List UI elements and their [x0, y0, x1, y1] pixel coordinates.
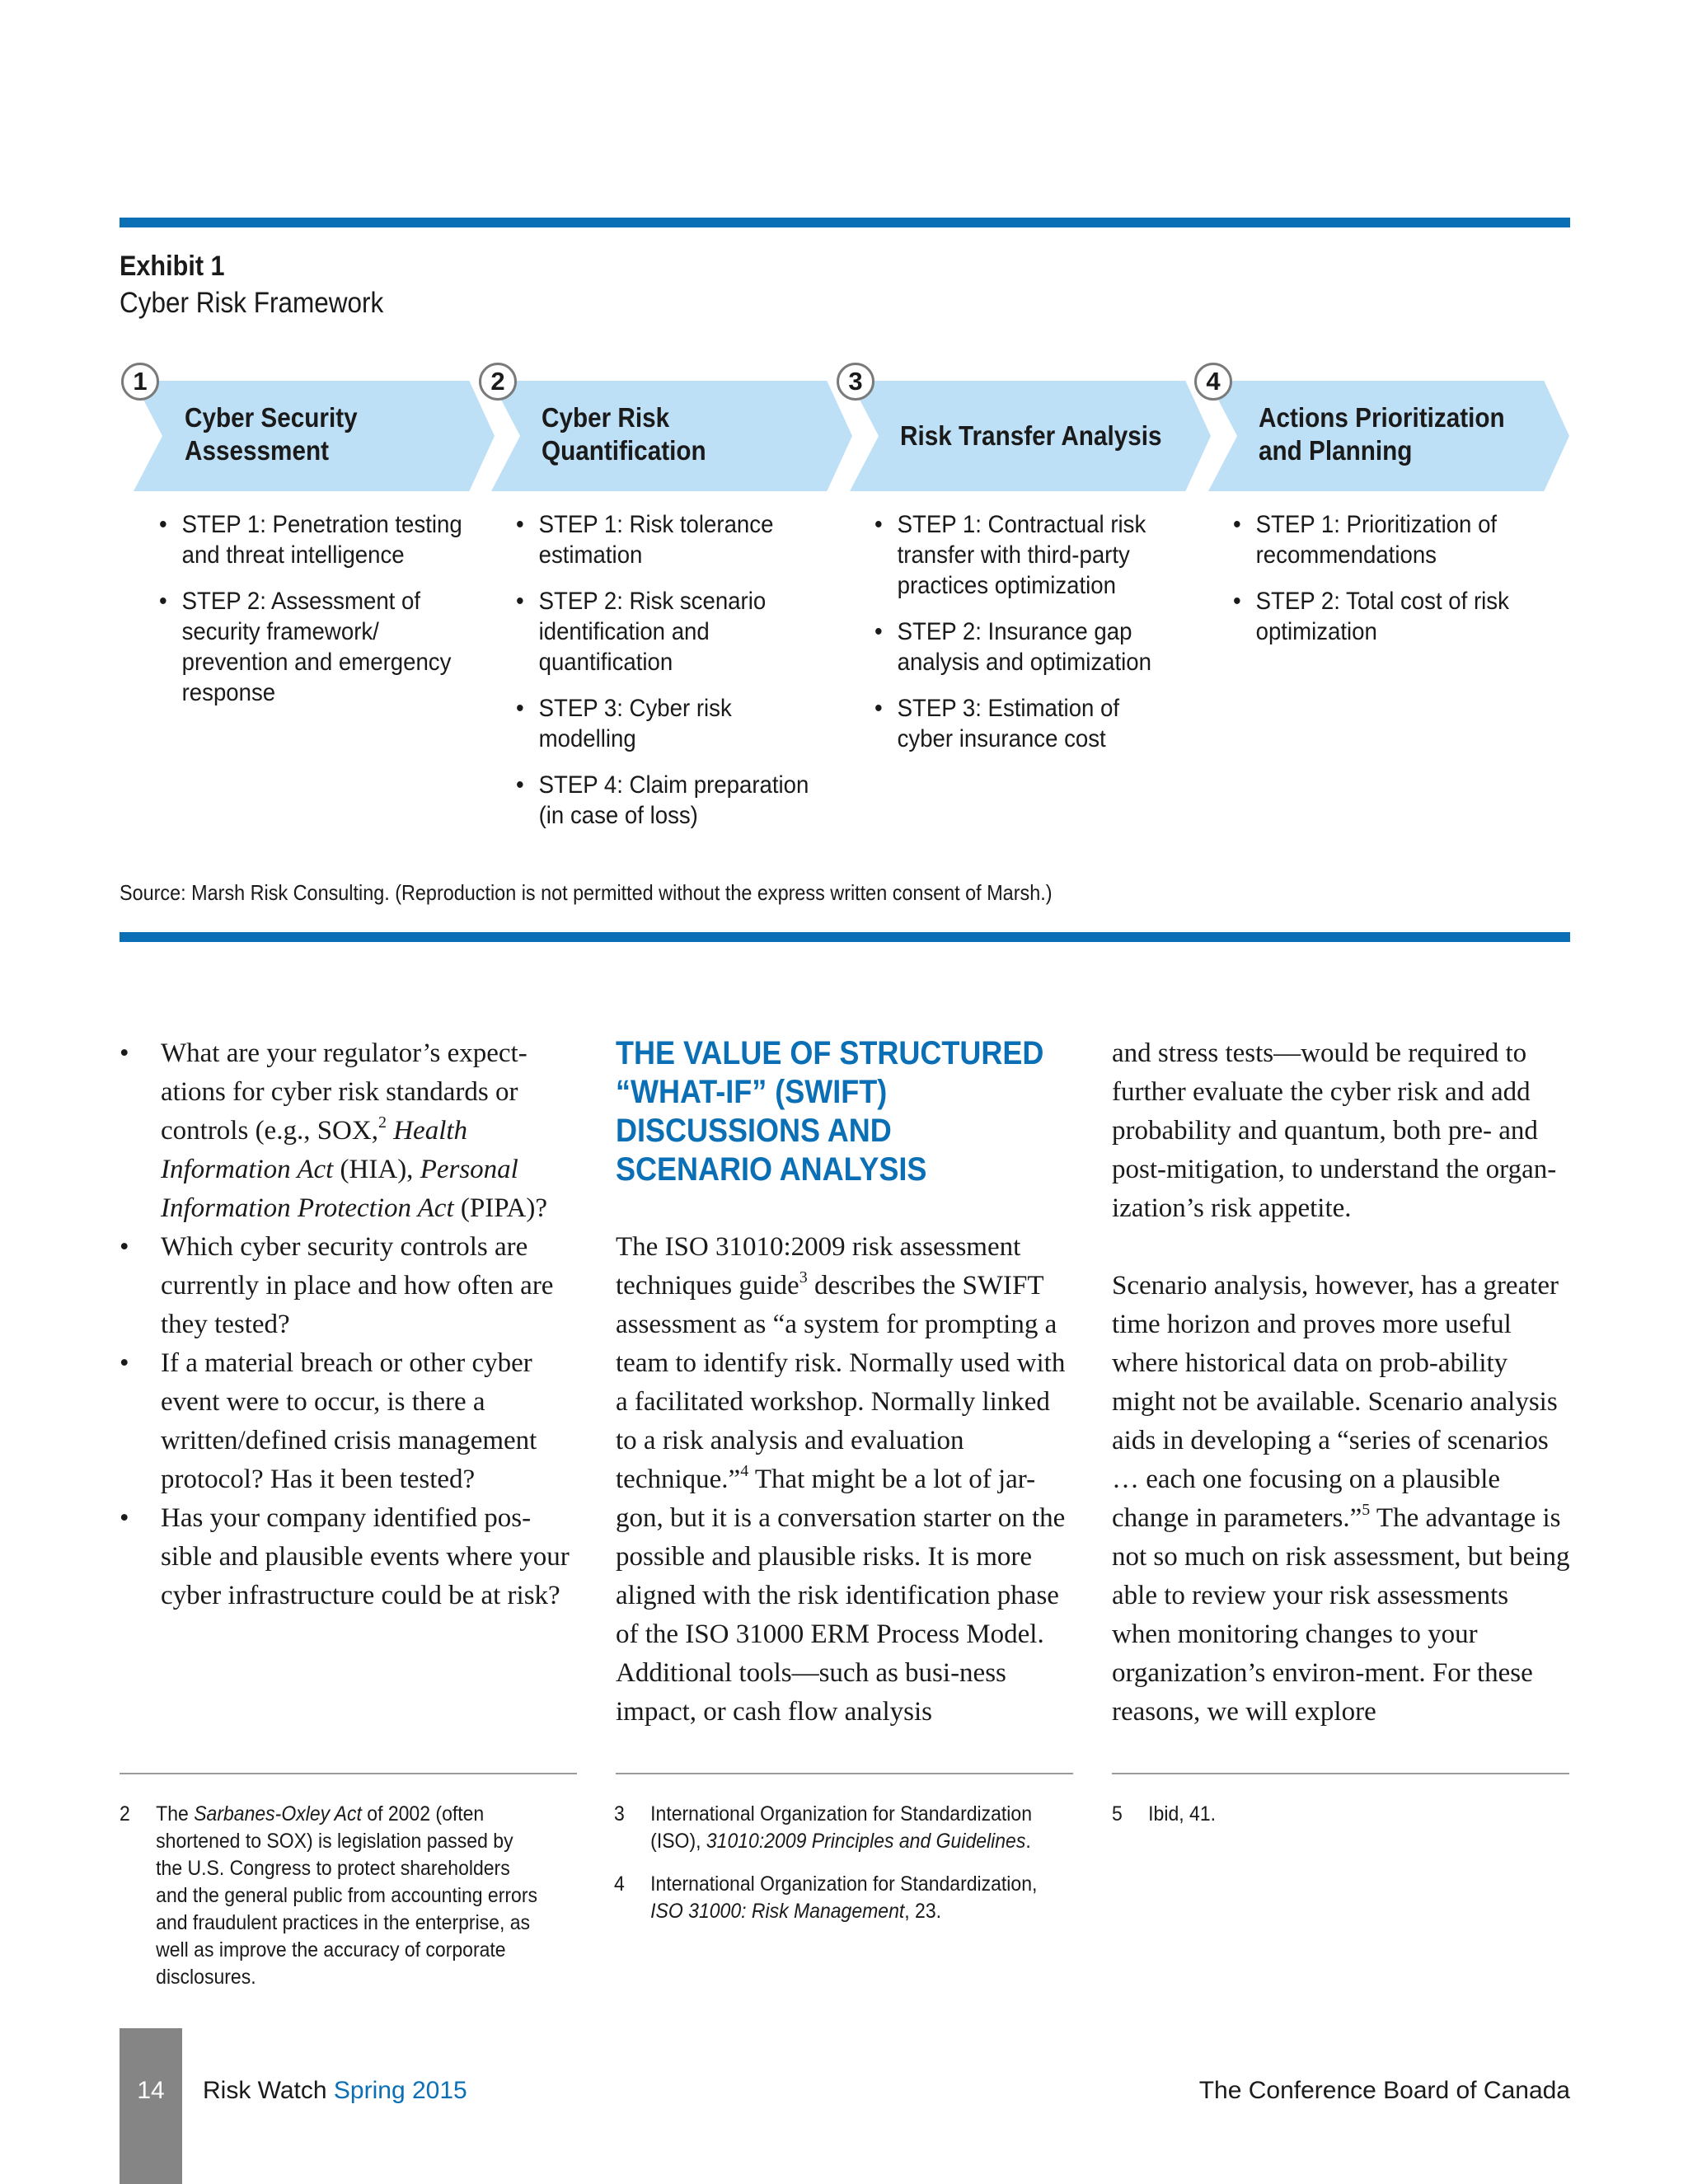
list-item: • STEP 1: Risk tolerance estimation: [516, 511, 774, 569]
footnote-4: 4 International Organization for Standardization, ISO 31000: Risk Management, 23.: [614, 1872, 1038, 1923]
step-4-title: Actions Prioritization and Planning: [1259, 402, 1505, 466]
step-2-number-badge: 2: [479, 363, 517, 401]
exhibit-source-note: Source: Marsh Risk Consulting. (Reproduction is not permitted without the express written consent of Marsh.): [120, 880, 1053, 905]
step-3-title: Risk Transfer Analysis: [900, 420, 1162, 451]
page-number-tab: [120, 2028, 182, 2184]
footnote-ref-3: 3: [799, 1268, 808, 1286]
step-3-list: [874, 509, 1204, 770]
footnote-5: 5 Ibid, 41.: [1112, 1802, 1216, 1825]
list-item: • STEP 1: Penetration testing and threat intelligence: [159, 511, 462, 569]
footnote-rule-1: [120, 1773, 577, 1774]
list-item: • STEP 2: Risk scenario identification and quantification: [516, 588, 767, 676]
footnote-rule-2: [616, 1773, 1073, 1774]
column-2: [616, 1034, 1077, 1732]
question-item: • Which cyber security controls are currently in place and how often are they tested?: [120, 1232, 554, 1339]
body-paragraph: and stress tests—would be required to further evaluate the cyber risk and add probability and quantum, both pre- and post-mitigation, to understand the organ-ization’s risk appetite.: [1112, 1038, 1557, 1223]
exhibit-label: Exhibit 1: [120, 251, 225, 282]
list-item: • STEP 2: Insurance gap analysis and optimization: [874, 618, 1151, 676]
list-item: • STEP 1: Contractual risk transfer with third-party practices optimization: [874, 511, 1146, 599]
column-1-questions: [120, 1034, 581, 1615]
list-item: • STEP 4: Claim preparation (in case of loss): [516, 771, 809, 829]
exhibit-title: Cyber Risk Framework: [120, 287, 384, 319]
step-2-title: Cyber Risk Quantification: [542, 402, 706, 466]
column-3: [1112, 1034, 1573, 1732]
step-4-number-badge: 4: [1194, 363, 1232, 401]
list-item: • STEP 3: Estimation of cyber insurance cost: [874, 695, 1120, 752]
page-number: 14: [137, 2077, 165, 2104]
organization-name: The Conference Board of Canada: [1198, 2077, 1570, 2104]
exhibit-top-rule: [120, 218, 1570, 227]
step-4-list: [1233, 509, 1563, 663]
section-heading: THE VALUE OF STRUCTURED “WHAT-IF” (SWIFT) DISCUSSIONS AND SCENARIO ANALYSIS: [616, 1035, 1044, 1188]
footnote-2: 2 The Sarbanes-Oxley Act of 2002 (often shortened to SOX) is legislation passed by the U.S. Congress to protect shareholders and the general public from accounting errors and fraudulent practices in the enterprise, as well as improve the accuracy of corporate disclosures.: [120, 1802, 537, 1989]
footnote-3: 3 International Organization for Standardization (ISO), 31010:2009 Principles and Guidelines.: [614, 1802, 1033, 1853]
list-item: • STEP 2: Assessment of security framework/ prevention and emergency response: [159, 588, 452, 706]
list-item: • STEP 2: Total cost of risk optimization: [1233, 588, 1509, 645]
question-item: • If a material breach or other cyber event were to occur, is there a written/defined crisis management protocol? Has it been tested?: [120, 1348, 537, 1494]
footnote-ref-2: 2: [377, 1113, 387, 1132]
body-paragraph: The ISO 31010:2009 risk assessment techniques guide$^3$ describes the SWIFT assessment as “a system for prompting a team to identify risk. Normally used with a facilitated workshop. Normally linked to a risk analysis and evaluation technique.”$^4$ That might be a lot of jar-gon, but it is a conversation starter on the possible and plausible risks. It is more aligned with the risk identification phase of the ISO 31000 ERM Process Model. Additional tools—such as busi-ness impact, or cash flow analysis: [616, 1232, 1066, 1727]
publication-title: Risk Watch Spring 2015: [203, 2077, 467, 2104]
footnote-ref-5: 5: [1362, 1501, 1371, 1519]
question-item: • Has your company identified pos-sible and plausible events where your cyber infrastructure could be at risk?: [120, 1503, 570, 1610]
step-1-list: [159, 509, 489, 724]
footnote-rule-3: [1112, 1773, 1569, 1774]
publication-season: Spring 2015: [333, 2077, 467, 2104]
step-2-list: [516, 509, 846, 846]
exhibit-bottom-rule: [120, 932, 1570, 942]
question-item: • What are your regulator’s expect-ations for cyber risk standards or controls (e.g., SOX,$^2$ Health Information Act (HIA), Personal Information Protection Act (PIPA)?: [120, 1038, 547, 1223]
step-1-number-badge: 1: [121, 363, 159, 401]
list-item: • STEP 3: Cyber risk modelling: [516, 695, 732, 752]
step-3-number-badge: 3: [837, 363, 874, 401]
body-paragraph: Scenario analysis, however, has a greater time horizon and proves more useful where historical data on prob-ability might not be available. Scenario analysis aids in developing a “series of scenarios … each one focusing on a plausible change in parameters.”$^5$ The advantage is not so much on risk assessment, but being able to review your risk assessments when monitoring changes to your organization’s environ-ment. For these reasons, we will explore: [1112, 1271, 1570, 1727]
list-item: • STEP 1: Prioritization of recommendations: [1233, 511, 1498, 569]
footnote-ref-4: 4: [740, 1462, 749, 1480]
step-1-title: Cyber Security Assessment: [185, 402, 358, 466]
